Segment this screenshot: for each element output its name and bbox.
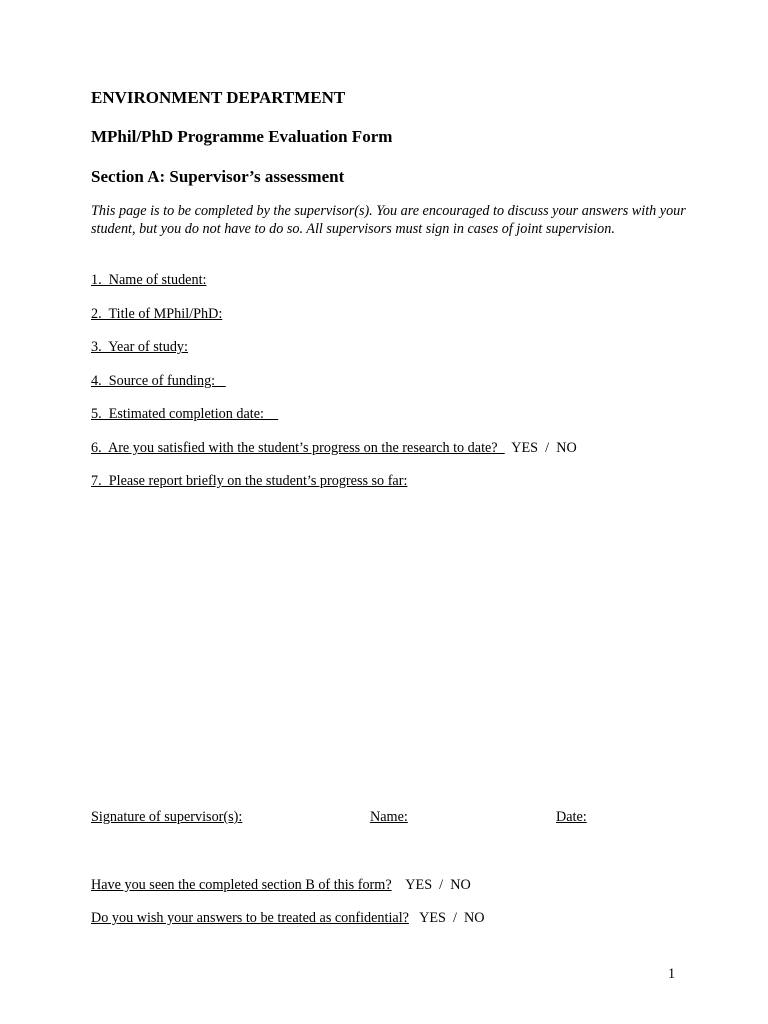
section-title: Section A: Supervisor’s assessment (91, 167, 345, 186)
question-4-label: 4. Source of funding: (91, 373, 226, 389)
followup-confidential (91, 909, 485, 927)
signature-field (91, 808, 242, 826)
question-6-label: 6. Are you satisfied with the student’s progress on the research to date? (91, 440, 505, 456)
question-3-label: 3. Year of study: (91, 339, 188, 355)
intro-paragraph: This page is to be completed by the supervisor(s). You are encouraged to discuss your answers with your student, but you do not have to do so. All supervisors must sign in cases of joint supervision. (91, 203, 686, 237)
form-title: MPhil/PhD Programme Evaluation Form (91, 127, 393, 146)
department-heading: ENVIRONMENT DEPARTMENT (91, 88, 346, 107)
signature-label: Signature of supervisor(s): (91, 809, 243, 825)
question-7 (91, 472, 407, 490)
followup-section-b (91, 876, 471, 894)
question-1-label: 1. Name of student: (91, 272, 207, 288)
name-label: Name: (370, 809, 408, 825)
question-6 (91, 439, 577, 457)
question-3 (91, 338, 188, 356)
question-5-label: 5. Estimated completion date: (91, 406, 279, 422)
question-2-label: 2. Title of MPhil/PhD: (91, 306, 223, 322)
question-1 (91, 271, 206, 289)
followup-confidential-label: Do you wish your answers to be treated as confidential? (91, 910, 409, 926)
date-field (556, 808, 587, 826)
question-7-label: 7. Please report briefly on the student’s progress so far: (91, 473, 408, 489)
name-field (370, 808, 408, 826)
followup-confidential-options: YES / NO (408, 910, 485, 926)
question-2 (91, 305, 222, 323)
date-label: Date: (556, 809, 587, 825)
question-6-options: YES / NO (504, 440, 577, 456)
question-5 (91, 405, 278, 423)
page-number: 1 (668, 966, 676, 982)
followup-section-b-label: Have you seen the completed section B of this form? (91, 877, 392, 893)
question-4 (91, 372, 226, 390)
followup-section-b-options: YES / NO (391, 877, 471, 893)
